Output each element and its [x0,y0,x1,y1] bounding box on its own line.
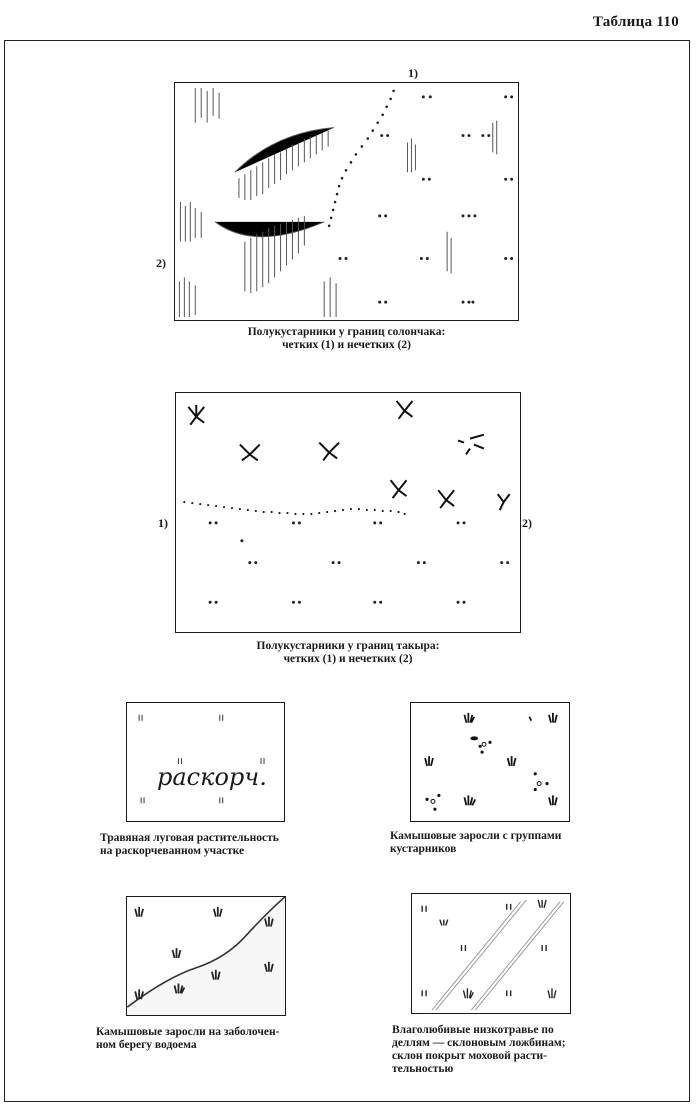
figure-6-caption-line-1: Влаголюбивые низкотравье по [392,1024,554,1036]
figure-6-low-grass-diagram [411,893,571,1014]
figure-1-drawing [175,83,518,320]
figure-2-drawing [176,393,520,632]
figure-5-swampy-shore-diagram [126,896,286,1016]
figure-1-caption [174,326,519,352]
figure-3-caption-line-1: Травяная луговая растительность [100,832,279,844]
figure-1-marker-2: 2) [156,256,166,270]
figure-5-drawing [127,897,285,1015]
figure-5-caption-line-1: Камышовые заросли на заболочен- [96,1026,280,1038]
figure-3-caption [100,832,330,858]
figure-2-marker-1: 1) [158,516,168,530]
figure-1-caption-line-1: Полукустарники у границ солончака: [247,326,446,338]
figure-6-caption-line-3: склон покрыт моховой расти- [392,1050,547,1062]
figure-1-solonchak-diagram [174,82,519,321]
figure-4-reed-shrubs-diagram [410,702,570,822]
figure-2-takyr-diagram [175,392,521,633]
figure-1-marker-1: 1) [408,66,418,80]
figure-6-caption-line-4: тельностью [392,1063,454,1075]
figure-3-caption-line-2: на раскорчеванном участке [100,845,245,857]
figure-3-meadow-diagram [126,702,285,822]
figure-5-caption-line-2: ном берегу водоема [96,1039,197,1051]
figure-2-marker-2: 2) [522,516,532,530]
figure-6-caption [392,1024,632,1076]
figure-5-caption [96,1026,336,1052]
figure-4-caption-line-2: кустарников [390,843,457,855]
figure-2-caption-line-2: четких (1) и нечетких (2) [283,653,413,665]
figure-4-drawing [411,703,569,821]
figure-6-drawing [412,894,570,1013]
figure-2-caption [175,640,521,666]
figure-1-caption-line-2: четких (1) и нечетких (2) [282,339,411,351]
figure-4-caption-line-1: Камышовые заросли с группами [390,830,562,842]
figure-6-caption-line-2: деллям — склоновым ложбинам; [392,1037,566,1049]
figure-3-drawing [127,703,284,821]
table-label: Таблица 110 [592,14,679,30]
figure-4-caption [390,830,620,856]
figure-3-uprooted-label: раскорч. [157,763,267,791]
figure-2-caption-line-1: Полукустарники у границ такыра: [256,640,440,652]
